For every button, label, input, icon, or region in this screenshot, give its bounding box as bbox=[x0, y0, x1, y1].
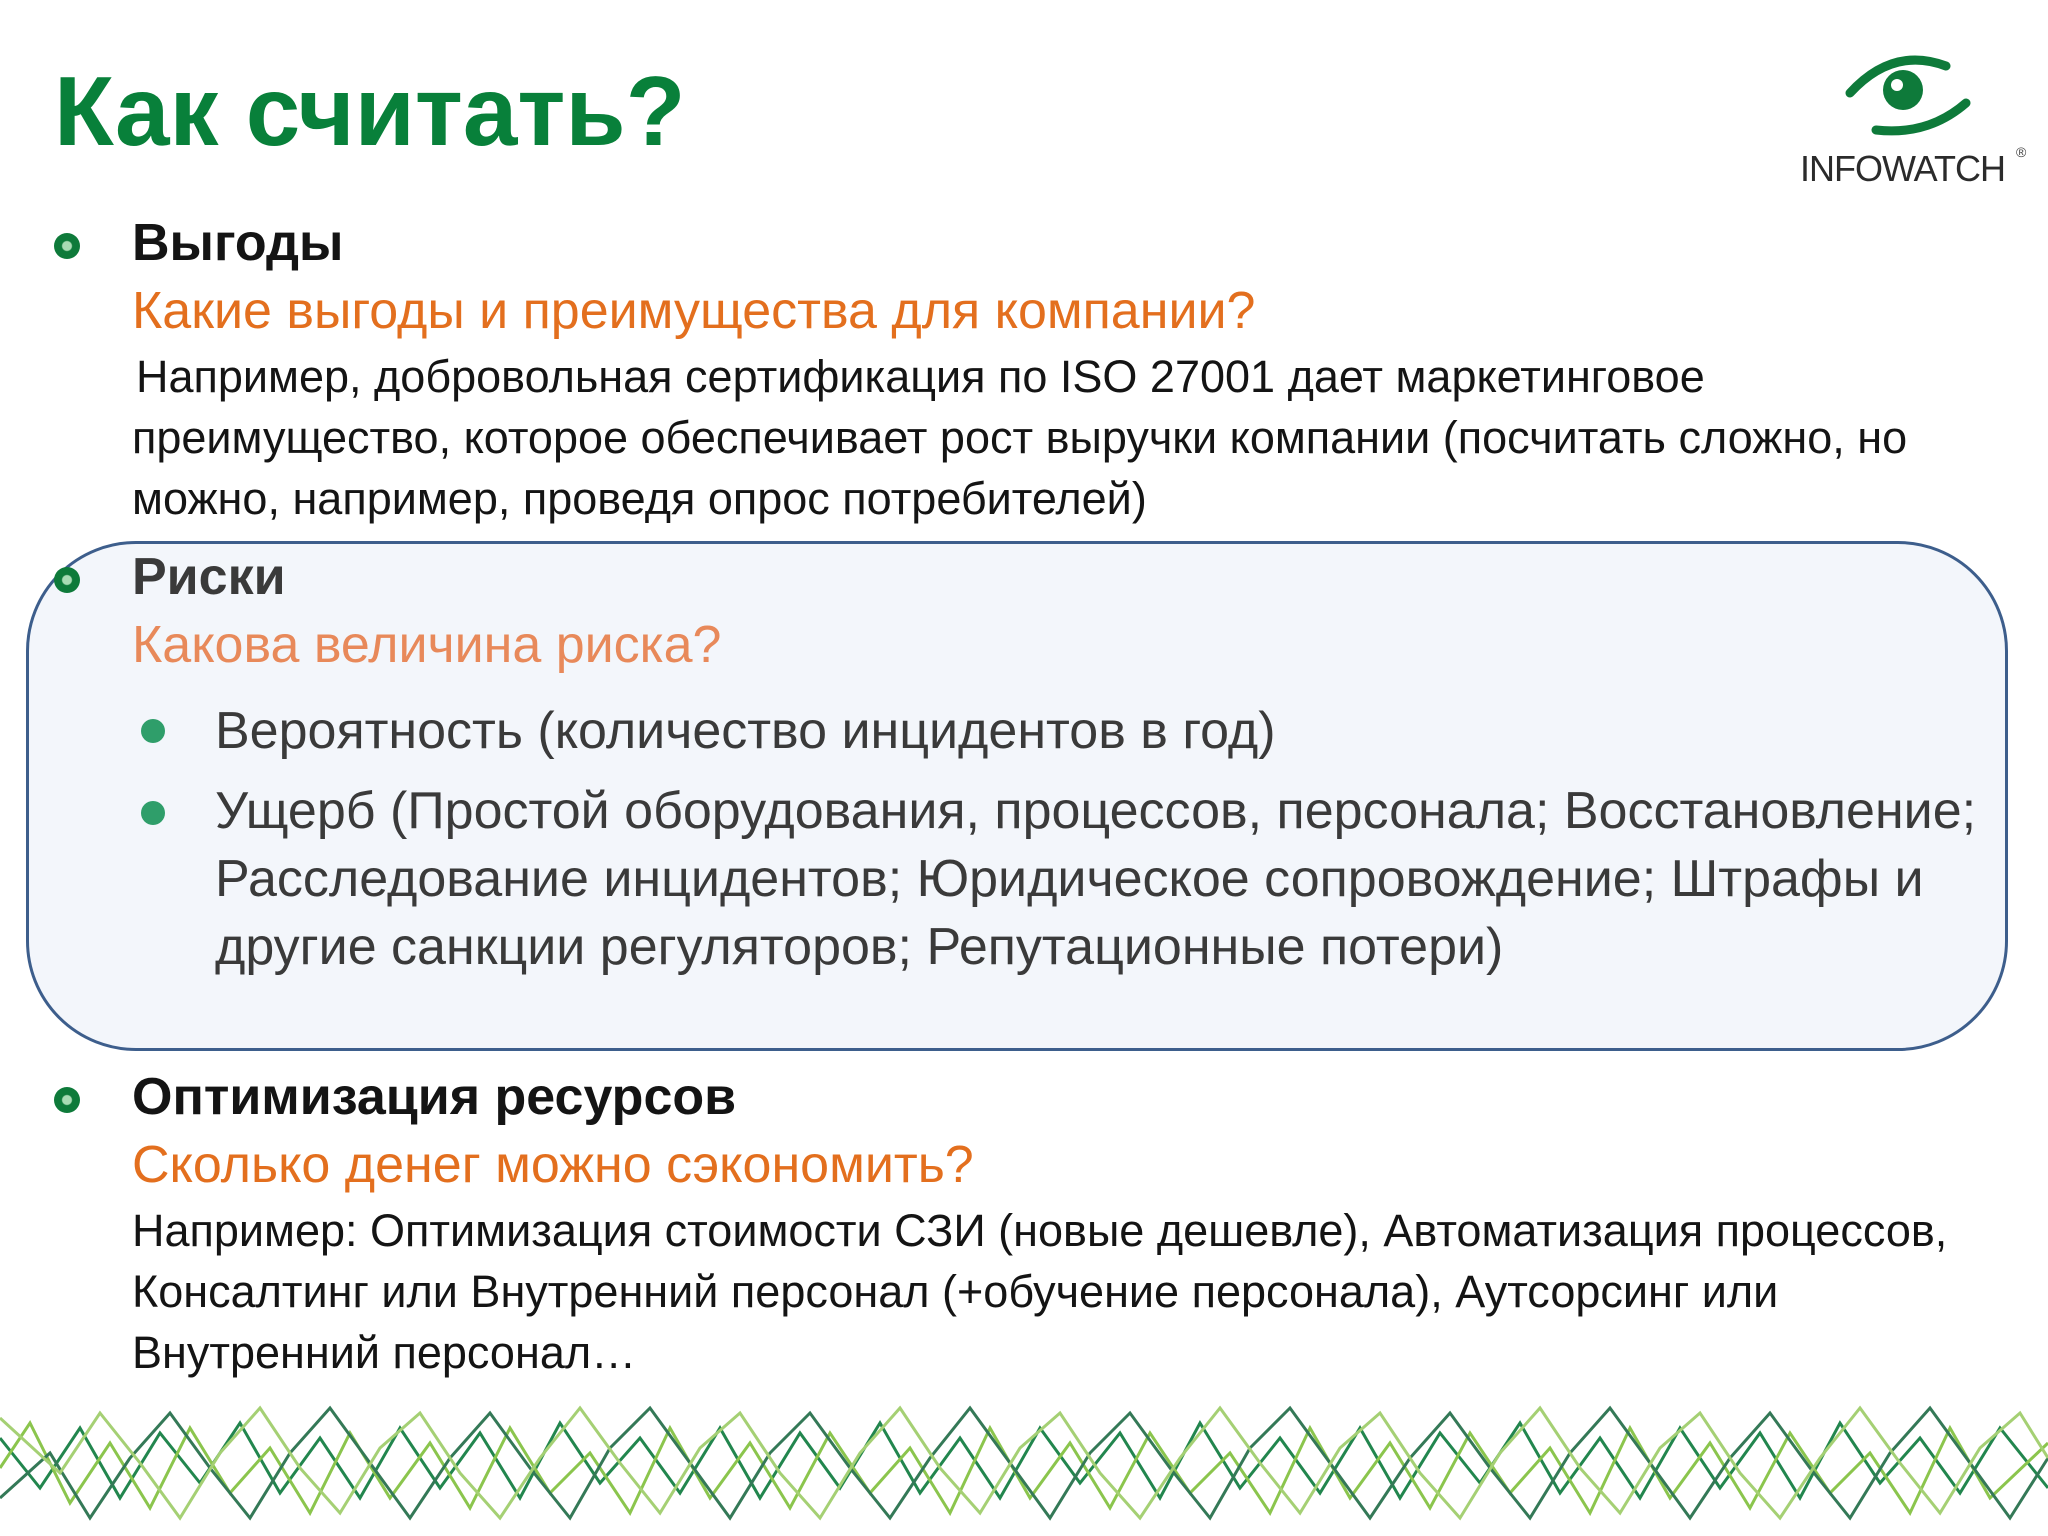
list-item-text: Вероятность (количество инцидентов в год) bbox=[215, 702, 1276, 760]
slide-title: Как считать? bbox=[54, 56, 686, 166]
infowatch-logo bbox=[1788, 48, 2028, 198]
section-body: Например: Оптимизация стоимости СЗИ (новые дешевле), Автоматизация процессов, Консалтинг или Внутренний персонал (+обучение персонала), Аутсорсинг или Внутренний персонал… bbox=[132, 1205, 1948, 1378]
section-heading: Оптимизация ресурсов bbox=[132, 1068, 737, 1126]
bullet-icon bbox=[141, 801, 165, 825]
section-body: Например, добровольная сертификация по ISO 27001 дает маркетинговое преимущество, которое обеспечивает рост выручки компании (посчитать сложно, но можно, например, проведя опрос потребителей) bbox=[132, 351, 1908, 524]
section-heading: Выгоды bbox=[132, 214, 344, 272]
logo-registered-mark: ® bbox=[2016, 144, 2027, 160]
bullet-icon bbox=[141, 719, 165, 743]
section-question: Какие выгоды и преимущества для компании? bbox=[132, 282, 1256, 340]
list-item-text: Ущерб (Простой оборудования, процессов, персонала; Восстановление; Расследование инцидентов; Юридическое сопровождение; Штрафы и другие санкции регуляторов; Репутационные потери) bbox=[215, 782, 1977, 976]
decorative-pattern bbox=[0, 1398, 2048, 1528]
logo-wordmark: INFOWATCH bbox=[1800, 148, 2005, 189]
eye-icon bbox=[1788, 48, 2028, 148]
bullet-icon bbox=[54, 1087, 80, 1113]
section-question: Какова величина риска? bbox=[132, 616, 722, 674]
bullet-icon bbox=[54, 567, 80, 593]
section-heading: Риски bbox=[132, 548, 286, 606]
bullet-icon bbox=[54, 233, 80, 259]
section-question: Сколько денег можно сэкономить? bbox=[132, 1136, 974, 1194]
